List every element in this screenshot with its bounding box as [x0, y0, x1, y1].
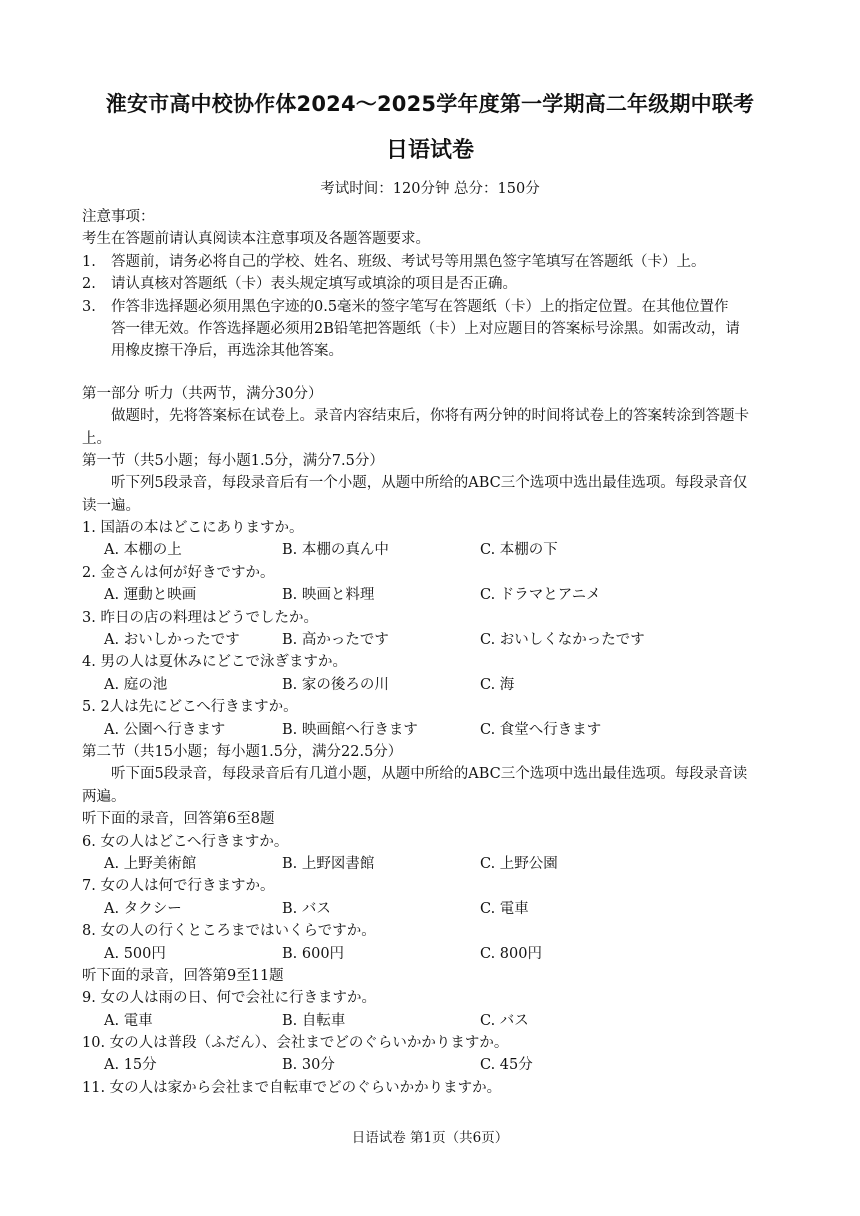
section2-instruction-cont: 两遍。	[82, 788, 126, 805]
option-c: C. 本棚の下	[480, 542, 558, 559]
question-10: 10. 女の人は普段（ふだん）、会社までどのぐらいかかりますか。	[82, 1035, 509, 1052]
exam-subtitle: 日语试卷	[385, 138, 474, 163]
option-b: B. 600円	[282, 945, 345, 962]
option-c: C. おいしくなかったです	[480, 632, 645, 649]
option-b: B. 本棚の真ん中	[282, 542, 389, 559]
option-b: B. バス	[282, 900, 331, 917]
section1-heading: 第一节（共5小题；每小题1.5分，满分7.5分）	[82, 452, 384, 469]
option-b: B. 映画と料理	[282, 587, 375, 604]
question-3: 3. 昨日の店の料理はどうでしたか。	[82, 609, 318, 626]
question-1: 1. 国語の本はどこにありますか。	[82, 520, 304, 537]
option-c: C. 海	[480, 676, 515, 693]
option-c: C. ドラマとアニメ	[480, 587, 601, 604]
part1-instruction-cont: 上。	[82, 430, 111, 447]
option-b: B. 自転車	[282, 1012, 346, 1029]
option-a: A. 電車	[104, 1012, 153, 1029]
section2-instruction: 听下面5段录音，每段录音后有几道小题，从题中所给的ABC三个选项中选出最佳选项。每段录音读	[111, 766, 748, 783]
part1-heading: 第一部分 听力（共两节，满分30分）	[82, 385, 323, 402]
options-8	[82, 943, 782, 965]
question-6: 6. 女の人はどこへ行きますか。	[82, 833, 289, 850]
options-3	[82, 629, 782, 651]
notice-item-2	[82, 273, 782, 295]
option-b: B. 上野図書館	[282, 855, 375, 872]
notice-item-text: 用橡皮擦干净后，再选涂其他答案。	[111, 343, 343, 360]
options-9	[82, 1010, 782, 1032]
option-a: A. おいしかったです	[104, 632, 240, 649]
notice-intro: 考生在答题前请认真阅读本注意事项及各题答题要求。	[82, 231, 430, 248]
notice-item-text: 答一律无效。作答选择题必须用2B铅笔把答题纸（卡）上对应题目的答案标号涂黑。如需改动，请	[111, 320, 740, 337]
question-11: 11. 女の人は家から会社まで自転車でどのぐらいかかりますか。	[82, 1079, 502, 1096]
option-a: A. 上野美術館	[104, 855, 197, 872]
option-b: B. 映画館へ行きます	[282, 721, 418, 738]
question-8: 8. 女の人の行くところまではいくらですか。	[82, 923, 376, 940]
options-10	[82, 1054, 782, 1076]
part1-instruction: 做题时，先将答案标在试卷上。录音内容结束后，你将有两分钟的时间将试卷上的答案转涂到答题卡	[111, 408, 749, 425]
notice-item-1	[82, 251, 782, 273]
options-6	[82, 853, 782, 875]
group-heading-1: 听下面的录音，回答第6至8题	[82, 811, 275, 828]
option-c: C. 45分	[480, 1057, 533, 1074]
option-a: A. 庭の池	[104, 676, 168, 693]
option-a: A. 運動と映画	[104, 587, 197, 604]
notice-item-text: 作答非选择题必须用黑色字迹的0.5毫米的签字笔写在答题纸（卡）上的指定位置。在其他位置作	[111, 298, 729, 315]
option-c: C. 上野公園	[480, 855, 558, 872]
group-heading-2: 听下面的录音，回答第9至11题	[82, 967, 284, 984]
question-2: 2. 金さんは何が好きですか。	[82, 564, 275, 581]
option-b: B. 30分	[282, 1057, 335, 1074]
option-c: C. バス	[480, 1012, 529, 1029]
question-9: 9. 女の人は雨の日、何で会社に行きますか。	[82, 990, 376, 1007]
notice-heading: 注意事项：	[82, 209, 155, 225]
exam-info: 考试时间：120分钟 总分：150分	[320, 181, 540, 197]
options-1	[82, 539, 782, 561]
option-a: A. 本棚の上	[104, 542, 182, 559]
option-a: A. 15分	[104, 1057, 157, 1074]
option-c: C. 電車	[480, 900, 529, 917]
options-4	[82, 674, 782, 696]
options-5	[82, 719, 782, 741]
option-c: C. 食堂へ行きます	[480, 721, 602, 738]
option-b: B. 高かったです	[282, 632, 389, 649]
notice-item-text: 请认真核对答题纸（卡）表头规定填写或填涂的项目是否正确。	[111, 276, 517, 293]
notice-item-text: 答题前，请务必将自己的学校、姓名、班级、考试号等用黑色签字笔填写在答题纸（卡）上。	[111, 253, 706, 270]
question-4: 4. 男の人は夏休みにどこで泳ぎますか。	[82, 654, 347, 671]
option-a: A. 公園へ行きます	[104, 721, 226, 738]
notice-item-number: 3.	[82, 298, 96, 315]
exam-title: 淮安市高中校协作体2024～2025学年度第一学期高二年级期中联考	[105, 92, 755, 116]
section1-instruction-cont: 读一遍。	[82, 497, 140, 514]
notice-item-number: 2.	[82, 276, 96, 293]
option-c: C. 800円	[480, 945, 542, 962]
question-5: 5. 2人は先にどこへ行きますか。	[82, 699, 298, 716]
page-footer: 日语试卷 第1页（共6页）	[351, 1130, 509, 1146]
option-a: A. 500円	[104, 945, 166, 962]
notice-item-3	[82, 296, 782, 318]
options-2	[82, 584, 782, 606]
section1-instruction: 听下列5段录音，每段录音后有一个小题，从题中所给的ABC三个选项中选出最佳选项。每段录音仅	[111, 475, 748, 492]
exam-content	[82, 206, 782, 1099]
option-b: B. 家の後ろの川	[282, 676, 389, 693]
question-7: 7. 女の人は何で行きますか。	[82, 878, 275, 895]
notice-item-number: 1.	[82, 253, 96, 270]
section2-heading: 第二节（共15小题；每小题1.5分，满分22.5分）	[82, 743, 403, 760]
options-7	[82, 898, 782, 920]
option-a: A. タクシー	[104, 900, 182, 917]
